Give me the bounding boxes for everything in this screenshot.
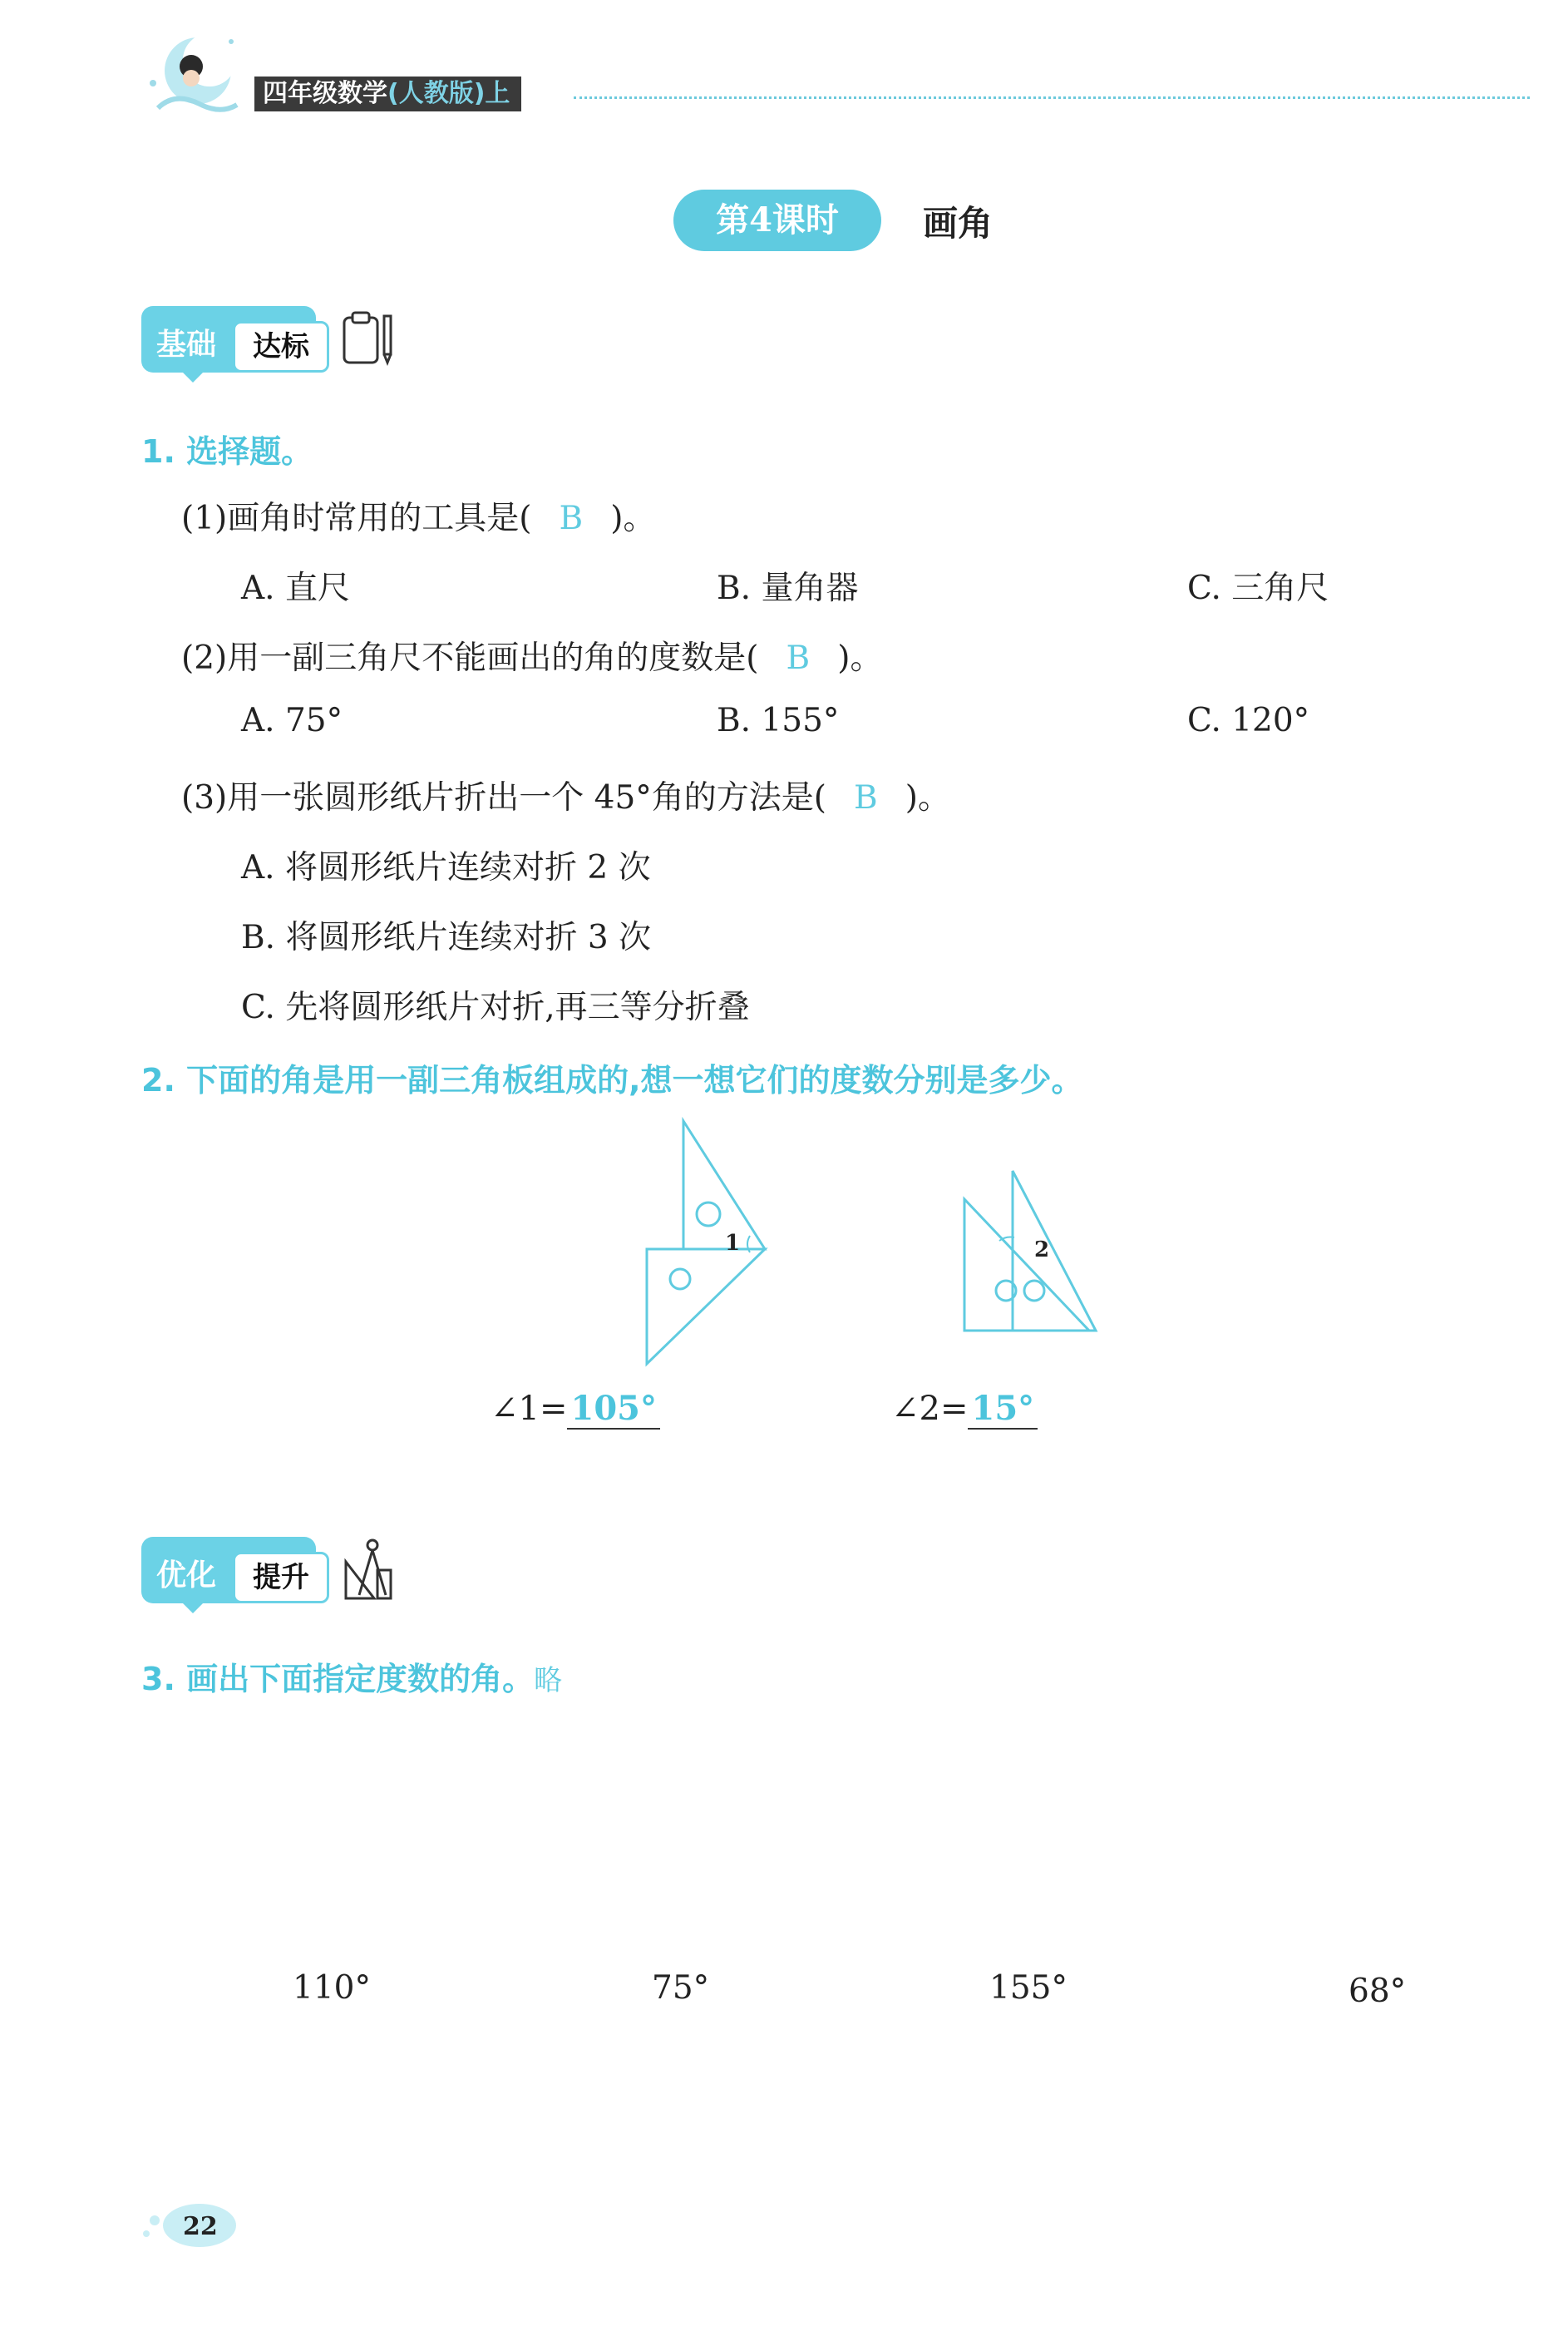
q1-item1-stem-before: (1)画角时常用的工具是(: [181, 500, 532, 537]
lesson-name: 画角: [923, 203, 994, 244]
q1-item1-option-b: B. 量角器: [717, 570, 859, 607]
q1-item3-stem: [181, 772, 950, 818]
q2-angle1-prefix: ∠1=: [491, 1390, 568, 1428]
q3-degree-4: 68°: [1349, 1973, 1407, 2010]
q1-item2-option-b: B. 155°: [717, 702, 840, 739]
q2-title: 2. 下面的角是用一副三角板组成的,想一想它们的度数分别是多少。: [141, 1062, 1083, 1099]
header-volume: 上: [485, 79, 510, 108]
q1-item1-option-c: C. 三角尺: [1187, 570, 1329, 607]
q2-figure-1: [632, 1114, 782, 1384]
q1-item1-stem: [181, 492, 656, 539]
q1-item2-option-c: C. 120°: [1187, 702, 1310, 739]
compass-ruler-icon: [341, 1537, 399, 1607]
q1-item1-answer: B: [559, 500, 584, 537]
q1-item3-stem-before: (3)用一张圆形纸片折出一个 45°角的方法是(: [181, 779, 826, 817]
header-logo: [141, 25, 249, 125]
section-basic-label-b: 达标: [233, 321, 329, 373]
section-advanced-tag: [141, 1537, 333, 1603]
section-advanced-label-a: 优化: [156, 1558, 217, 1593]
q1-item3-option-b: B. 将圆形纸片连续对折 3 次: [241, 919, 652, 956]
q3-degree-3: 155°: [989, 1969, 1068, 2007]
q1-item2-stem-after: )。: [837, 640, 883, 677]
q1-item3-stem-after: )。: [905, 779, 951, 817]
q2-angle1-answer: 105°: [567, 1389, 660, 1430]
q2-angle1: [491, 1389, 660, 1428]
q1-item2-option-a: A. 75°: [241, 702, 343, 739]
q1-item1-option-a: A. 直尺: [241, 570, 350, 607]
q1-item3-option-a: A. 将圆形纸片连续对折 2 次: [241, 849, 651, 886]
q3-title: [141, 1653, 562, 1699]
clipboard-icon: [341, 309, 396, 371]
q1-title: 1. 选择题。: [141, 433, 313, 470]
q1-item2-stem: [181, 632, 883, 679]
q3-degree-1: 110°: [293, 1969, 371, 2007]
header-title: 四年级数学: [263, 79, 387, 108]
q2-angle2-answer: 15°: [968, 1389, 1038, 1430]
q2-angle2: [891, 1389, 1038, 1428]
lesson-tag: 第4课时: [673, 190, 881, 251]
q2-figure-2: [956, 1164, 1106, 1342]
page-number: 22: [183, 2212, 218, 2241]
q1-item1-stem-after: )。: [610, 500, 656, 537]
q1-item3-option-c: C. 先将圆形纸片对折,再三等分折叠: [241, 989, 750, 1026]
section-advanced-label-b: 提升: [233, 1552, 329, 1603]
q2-figure-1-label: 1: [725, 1231, 741, 1256]
q3-note: 略: [534, 1664, 563, 1697]
section-basic-label-a: 基础: [156, 328, 217, 362]
q1-item3-answer: B: [854, 779, 878, 817]
q3-degree-2: 75°: [652, 1969, 710, 2007]
header-divider: [574, 96, 1530, 99]
q2-figure-2-label: 2: [1034, 1237, 1050, 1262]
section-basic-tag: [141, 306, 333, 373]
q1-item2-stem-before: (2)用一副三角尺不能画出的角的度数是(: [181, 640, 759, 677]
q1-item2-answer: B: [786, 640, 811, 677]
q2-angle2-prefix: ∠2=: [891, 1390, 969, 1428]
header-edition: (人教版): [387, 79, 486, 108]
header-badge: [254, 77, 521, 111]
q3-title-text: 3. 画出下面指定度数的角。: [141, 1661, 535, 1697]
